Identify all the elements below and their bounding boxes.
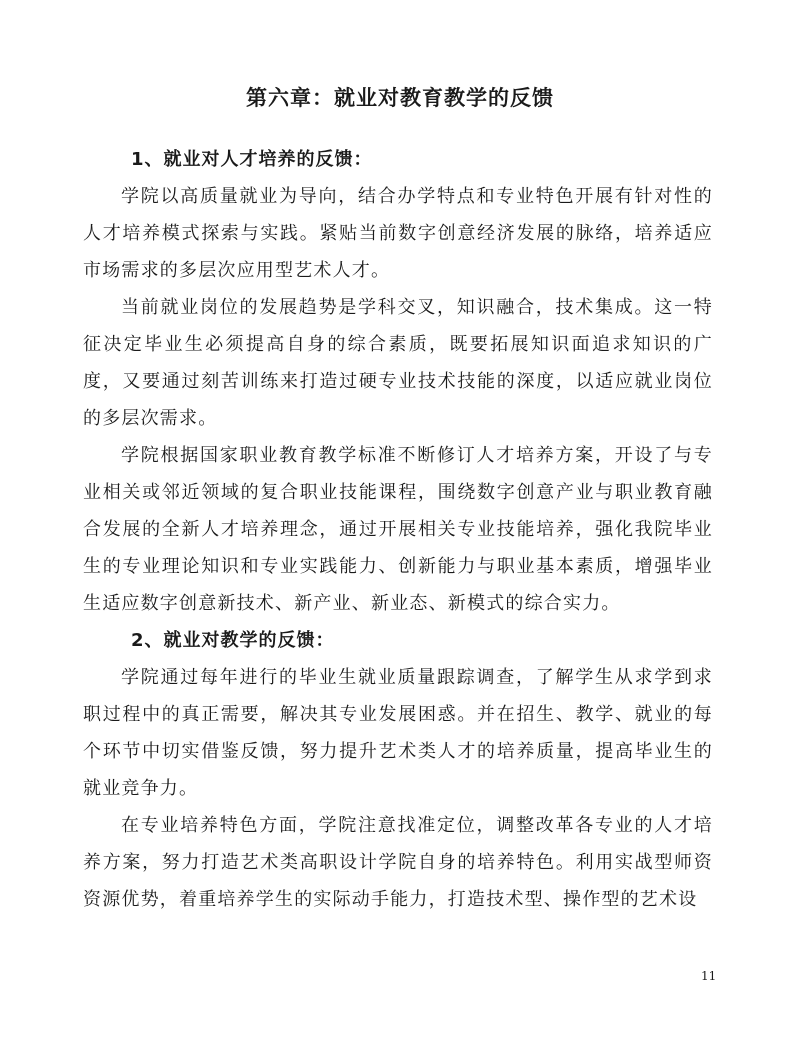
paragraph: 学院根据国家职业教育教学标准不断修订人才培养方案，开设了与专业相关或邻近领域的复合职业技能课程，围绕数字创意产业与职业教育融合发展的全新人才培养理念，通过开展相关专业技能培养，强化我院毕业生的专业理论知识和专业实践能力、创新能力与职业基本素质，增强毕业生适应数字创意新技术、新产业、新业态、新模式的综合实力。	[83, 445, 713, 614]
section-1	[83, 141, 713, 622]
section-2	[83, 622, 713, 918]
page-number: 11	[701, 969, 717, 983]
paragraph: 学院以高质量就业为导向，结合办学特点和专业特色开展有针对性的人才培养模式探索与实践。紧贴当前数字创意经济发展的脉络，培养适应市场需求的多层次应用型艺术人才。	[83, 186, 713, 281]
paragraph: 当前就业岗位的发展趋势是学科交叉，知识融合，技术集成。这一特征决定毕业生必须提高自身的综合素质，既要拓展知识面追求知识的广度，又要通过刻苦训练来打造过硬专业技术技能的深度，以适应就业岗位的多层次需求。	[83, 297, 713, 429]
paragraph: 在专业培养特色方面，学院注意找准定位，调整改革各专业的人才培养方案，努力打造艺术类高职设计学院自身的培养特色。利用实战型师资资源优势，着重培养学生的实际动手能力，打造技术型、操作型的艺术设	[83, 815, 713, 910]
paragraph: 学院通过每年进行的毕业生就业质量跟踪调查，了解学生从求学到求职过程中的真正需要，解决其专业发展困惑。并在招生、教学、就业的每个环节中切实借鉴反馈，努力提升艺术类人才的培养质量，提高毕业生的就业竞争力。	[83, 667, 713, 799]
chapter-title: 第六章：就业对教育教学的反馈	[246, 86, 554, 110]
document-body	[83, 141, 713, 918]
section-heading: 2、就业对教学的反馈：	[131, 630, 335, 651]
section-heading: 1、就业对人才培养的反馈：	[131, 149, 373, 170]
